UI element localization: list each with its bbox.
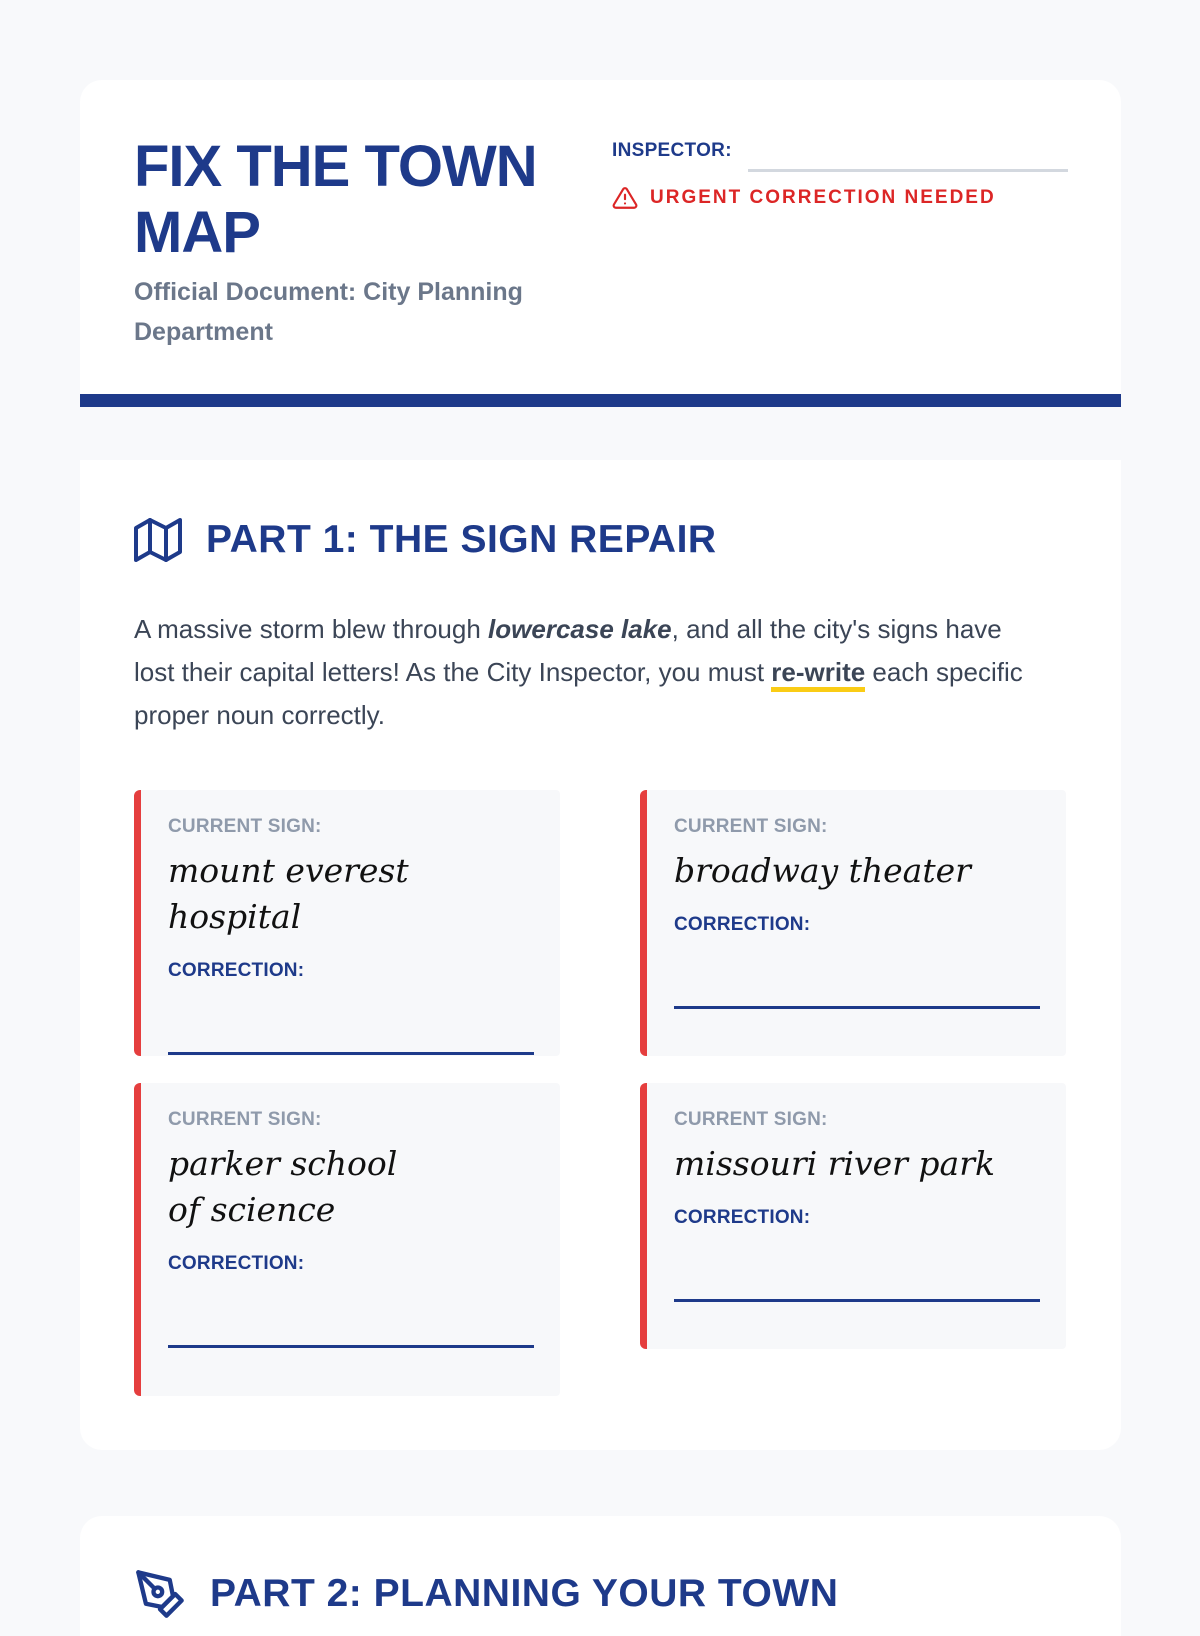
part1-instructions — [134, 608, 1034, 737]
sign-card — [134, 790, 560, 1056]
current-sign-label: CURRENT SIGN: — [168, 1109, 322, 1130]
header-divider — [80, 394, 1121, 407]
urgent-notice — [612, 185, 996, 211]
intro-emphasis: lowercase lake — [488, 614, 672, 644]
intro-text-1: A massive storm blew through — [134, 614, 489, 644]
correction-input-line[interactable] — [168, 1345, 534, 1348]
correction-label: CORRECTION: — [168, 960, 305, 981]
header-card — [80, 80, 1121, 407]
current-sign-label: CURRENT SIGN: — [168, 816, 322, 837]
intro-text-3: each specific proper noun correctly. — [134, 657, 1023, 730]
part2-header — [134, 1568, 838, 1620]
current-sign-name: broadway theater — [674, 851, 971, 890]
intro-highlight: re-write — [771, 657, 865, 692]
part2-section — [80, 1516, 1121, 1636]
current-sign-name: mount everest hospital — [168, 851, 409, 936]
inspector-label: INSPECTOR: — [612, 140, 732, 161]
correction-label: CORRECTION: — [674, 914, 811, 935]
correction-input-line[interactable] — [674, 1006, 1040, 1009]
current-sign-name: missouri river park — [674, 1144, 995, 1183]
correction-label: CORRECTION: — [674, 1207, 811, 1228]
part1-section — [80, 460, 1121, 1450]
sign-card — [640, 790, 1066, 1056]
warning-icon — [612, 185, 638, 211]
inspector-name-field[interactable] — [748, 169, 1068, 172]
page-title: FIX THE TOWN MAP — [134, 134, 537, 265]
current-sign-label: CURRENT SIGN: — [674, 816, 828, 837]
correction-label: CORRECTION: — [168, 1253, 305, 1274]
urgent-text: URGENT CORRECTION NEEDED — [650, 187, 996, 208]
page-subtitle: Official Document: City Planning Department — [134, 278, 523, 346]
current-sign-label: CURRENT SIGN: — [674, 1109, 828, 1130]
correction-input-line[interactable] — [674, 1299, 1040, 1302]
part2-heading: PART 2: PLANNING YOUR TOWN — [210, 1572, 839, 1615]
part1-heading: PART 1: THE SIGN REPAIR — [206, 518, 717, 561]
pen-tool-icon — [134, 1568, 186, 1620]
current-sign-name: parker school of science — [168, 1144, 398, 1229]
sign-card — [640, 1083, 1066, 1349]
map-icon — [134, 516, 182, 564]
correction-input-line[interactable] — [168, 1052, 534, 1055]
intro-text-2: , and all the city's signs have lost their capital letters! As the City Inspector, you must — [134, 614, 1002, 687]
part1-header — [134, 516, 717, 564]
sign-card — [134, 1083, 560, 1396]
